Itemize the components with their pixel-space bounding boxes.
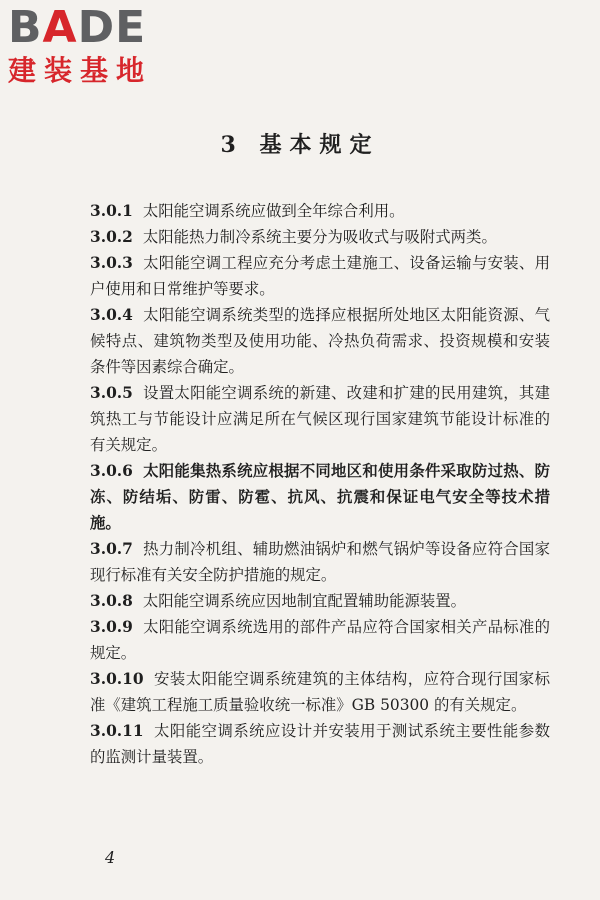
clause-number: 3.0.11 <box>90 722 144 740</box>
clause-3-0-3 <box>90 250 550 302</box>
clause-number: 3.0.8 <box>90 592 133 610</box>
clause-list <box>90 198 550 770</box>
clause-number: 3.0.10 <box>90 670 144 688</box>
clause-3-0-1 <box>90 198 550 224</box>
logo-letter-a: A <box>42 2 78 53</box>
logo-wordmark <box>8 2 178 53</box>
clause-3-0-11 <box>90 718 550 770</box>
page-number: 4 <box>105 848 116 867</box>
logo-letter-b: B <box>8 2 43 53</box>
clause-text: 太阳能空调系统应因地制宜配置辅助能源装置。 <box>142 592 467 610</box>
clause-3-0-10 <box>90 666 550 718</box>
logo-letters-de: DE <box>77 2 147 53</box>
clause-text: 太阳能空调系统选用的部件产品应符合国家相关产品标准的规定。 <box>90 618 550 662</box>
clause-number: 3.0.9 <box>90 618 133 636</box>
clause-3-0-9 <box>90 614 550 666</box>
clause-3-0-8 <box>90 588 550 614</box>
clause-text: 太阳能空调系统类型的选择应根据所处地区太阳能资源、气候特点、建筑物类型及使用功能、冷热负荷需求、投资规模和安装条件等因素综合确定。 <box>90 306 550 376</box>
clause-3-0-2 <box>90 224 550 250</box>
clause-3-0-6 <box>90 458 550 536</box>
clause-text: 太阳能空调系统应做到全年综合利用。 <box>142 202 405 220</box>
clause-text: 太阳能空调工程应充分考虑土建施工、设备运输与安装、用户使用和日常维护等要求。 <box>90 254 550 298</box>
clause-number: 3.0.5 <box>90 384 133 402</box>
logo-subtitle: 建装基地 <box>8 54 153 87</box>
clause-3-0-7 <box>90 536 550 588</box>
clause-3-0-4 <box>90 302 550 380</box>
clause-text: 太阳能空调系统应设计并安装用于测试系统主要性能参数的监测计量装置。 <box>90 722 550 766</box>
clause-3-0-5 <box>90 380 550 458</box>
clause-text: 热力制冷机组、辅助燃油锅炉和燃气锅炉等设备应符合国家现行标准有关安全防护措施的规定。 <box>90 540 550 584</box>
bade-logo <box>8 2 178 88</box>
clause-text: 安装太阳能空调系统建筑的主体结构，应符合现行国家标准《建筑工程施工质量验收统一标准》GB 50300 的有关规定。 <box>90 670 550 714</box>
section-title: 3 基本规定 <box>220 132 380 158</box>
clause-number: 3.0.3 <box>90 254 133 272</box>
clause-number: 3.0.4 <box>90 306 133 324</box>
clause-text: 设置太阳能空调系统的新建、改建和扩建的民用建筑，其建筑热工与节能设计应满足所在气候区现行国家建筑节能设计标准的有关规定。 <box>90 384 550 454</box>
clause-text: 太阳能集热系统应根据不同地区和使用条件采取防过热、防冻、防结垢、防雷、防雹、抗风、抗震和保证电气安全等技术措施。 <box>90 462 550 532</box>
clause-number: 3.0.7 <box>90 540 133 558</box>
clause-text: 太阳能热力制冷系统主要分为吸收式与吸附式两类。 <box>142 228 497 246</box>
clause-number: 3.0.2 <box>90 228 133 246</box>
clause-number: 3.0.6 <box>90 462 133 480</box>
clause-number: 3.0.1 <box>90 202 133 220</box>
